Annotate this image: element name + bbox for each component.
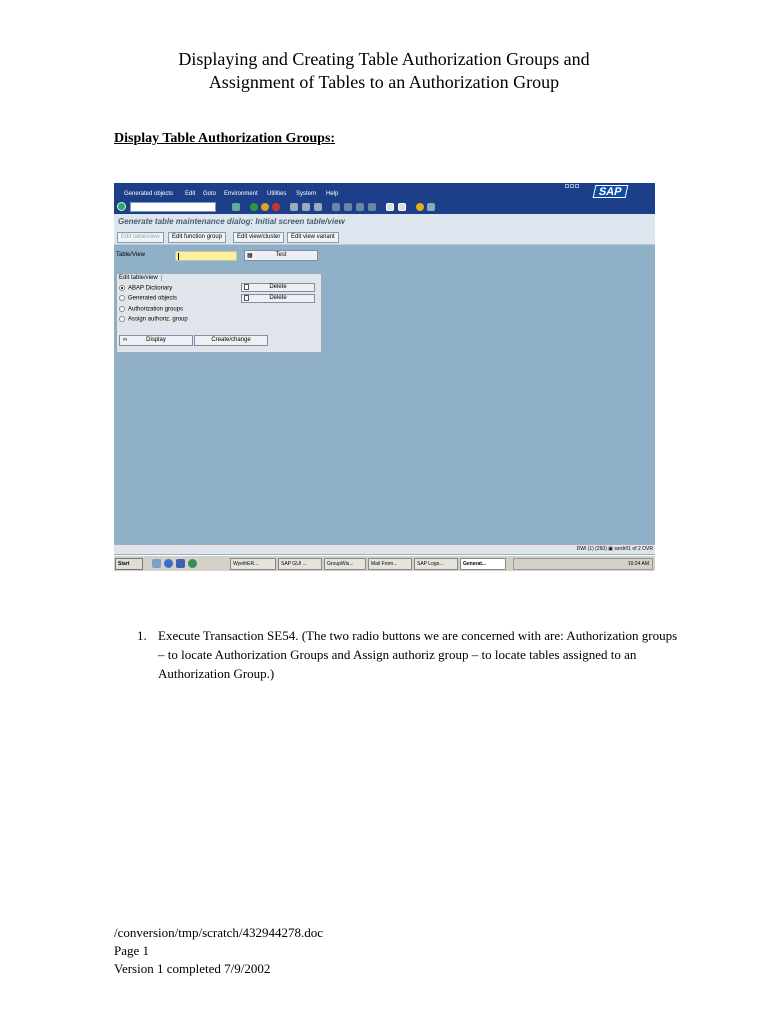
sap-menu-bar bbox=[114, 183, 655, 200]
table-view-label: Table/View bbox=[116, 252, 145, 258]
back-icon[interactable] bbox=[250, 203, 258, 211]
edit-table-view-group bbox=[116, 273, 322, 353]
radio-icon[interactable] bbox=[119, 306, 125, 312]
title-line-1: Displaying and Creating Table Authorization Groups and bbox=[178, 49, 590, 69]
edit-group-title: Edit table/view bbox=[119, 275, 162, 281]
task-mail[interactable]: Mail From... bbox=[368, 558, 412, 570]
menu-environment[interactable]: Environment bbox=[224, 191, 258, 197]
desktop-icon[interactable] bbox=[188, 559, 197, 568]
quick-launch-icon[interactable] bbox=[152, 559, 161, 568]
radio-label: ABAP Dictionary bbox=[128, 285, 173, 292]
title-line-2: Assignment of Tables to an Authorization Group bbox=[208, 72, 560, 92]
delete-button-generated[interactable] bbox=[241, 294, 315, 303]
radio-abap-dictionary[interactable] bbox=[119, 285, 172, 292]
system-info: DWI (1) (260) ▣ ssrdr01 of 2 OVR bbox=[576, 546, 653, 552]
close-icon[interactable] bbox=[575, 184, 579, 188]
create-change-button[interactable]: Create/change bbox=[194, 335, 268, 346]
test-button-label: Test bbox=[275, 252, 287, 258]
test-button[interactable] bbox=[244, 250, 318, 261]
sap-standard-toolbar bbox=[114, 200, 655, 214]
menu-utilities[interactable]: Utilities bbox=[267, 191, 287, 197]
task-sap-gui[interactable]: SAP GUI ... bbox=[278, 558, 322, 570]
radio-generated-objects[interactable] bbox=[119, 295, 177, 302]
task-sap-logon[interactable]: SAP Logo... bbox=[414, 558, 458, 570]
application-toolbar bbox=[114, 230, 655, 245]
exit-icon[interactable] bbox=[261, 203, 269, 211]
document-footer bbox=[114, 924, 323, 978]
radio-selected-icon[interactable] bbox=[119, 285, 125, 291]
task-generate-active[interactable]: Generat... bbox=[460, 558, 506, 570]
command-field[interactable] bbox=[130, 202, 216, 212]
edit-view-cluster-button[interactable]: Edit view/cluster bbox=[233, 232, 284, 243]
system-tray bbox=[513, 558, 653, 570]
find-next-icon[interactable] bbox=[314, 203, 322, 211]
radio-label: Generated objects bbox=[128, 295, 178, 302]
word-icon[interactable] bbox=[176, 559, 185, 568]
help-icon[interactable] bbox=[416, 203, 424, 211]
delete-label: Delete bbox=[269, 284, 287, 290]
radio-label: Authorization groups bbox=[128, 306, 184, 313]
edit-view-variant-button[interactable]: Edit view variant bbox=[287, 232, 339, 243]
menu-edit[interactable]: Edit bbox=[185, 191, 196, 197]
display-button[interactable] bbox=[119, 335, 193, 346]
last-page-icon[interactable] bbox=[368, 203, 376, 211]
sap-logo: SAP bbox=[593, 185, 628, 198]
start-label: Start bbox=[118, 561, 130, 567]
display-label: Display bbox=[146, 337, 166, 343]
menu-help[interactable]: Help bbox=[326, 191, 339, 197]
document-title bbox=[0, 48, 768, 94]
sap-screenshot bbox=[114, 183, 655, 571]
delete-button-abap[interactable] bbox=[241, 283, 315, 292]
test-icon: ▦ bbox=[247, 253, 253, 259]
text-caret bbox=[178, 253, 179, 260]
screen-title: Generate table maintenance dialog: Initial screen table/view bbox=[114, 214, 655, 230]
delete-icon bbox=[244, 284, 249, 290]
cancel-icon[interactable] bbox=[272, 203, 280, 211]
save-icon[interactable] bbox=[232, 203, 240, 211]
maximize-icon[interactable] bbox=[570, 184, 574, 188]
table-view-input[interactable] bbox=[175, 251, 237, 261]
status-bar bbox=[114, 544, 655, 554]
browser-icon[interactable] bbox=[164, 559, 173, 568]
delete-icon bbox=[244, 295, 249, 301]
previous-page-icon[interactable] bbox=[344, 203, 352, 211]
edit-table-view-button[interactable]: Edit table/view bbox=[117, 232, 164, 243]
section-heading: Display Table Authorization Groups: bbox=[114, 131, 336, 146]
start-button[interactable] bbox=[115, 558, 143, 570]
new-session-icon[interactable] bbox=[386, 203, 394, 211]
shortcut-icon[interactable] bbox=[398, 203, 406, 211]
print-icon[interactable] bbox=[290, 203, 298, 211]
footer-path: /conversion/tmp/scratch/432944278.doc bbox=[114, 925, 324, 940]
radio-authorization-groups[interactable] bbox=[119, 306, 183, 313]
step-number: 1. bbox=[137, 628, 147, 643]
radio-icon[interactable] bbox=[119, 295, 125, 301]
first-page-icon[interactable] bbox=[332, 203, 340, 211]
clock: 10:24 AM bbox=[627, 561, 649, 567]
footer-page: Page 1 bbox=[114, 943, 150, 958]
task-groupwise[interactable]: GroupWis... bbox=[324, 558, 366, 570]
window-controls[interactable] bbox=[565, 184, 583, 190]
radio-label: Assign authoriz. group bbox=[128, 316, 188, 323]
layout-icon[interactable] bbox=[427, 203, 435, 211]
footer-version: Version 1 completed 7/9/2002 bbox=[114, 961, 271, 976]
step-text: Execute Transaction SE54. (The two radio buttons we are concerned with are: Authorization groups – to locate Authorization Groups and Assign authoriz group – to locate tables assigned to an Authorization Group.) bbox=[158, 628, 678, 681]
glasses-icon: ∞ bbox=[123, 337, 128, 343]
edit-function-group-button[interactable]: Edit function group bbox=[168, 232, 226, 243]
menu-generated-objects[interactable]: Generated objects bbox=[124, 191, 174, 197]
radio-icon[interactable] bbox=[119, 316, 125, 322]
windows-taskbar bbox=[114, 555, 655, 571]
menu-goto[interactable]: Goto bbox=[203, 191, 217, 197]
radio-assign-authoriz-group[interactable] bbox=[119, 316, 188, 323]
find-icon[interactable] bbox=[302, 203, 310, 211]
delete-label: Delete bbox=[269, 295, 287, 301]
enter-icon[interactable] bbox=[117, 202, 126, 211]
minimize-icon[interactable] bbox=[565, 184, 569, 188]
next-page-icon[interactable] bbox=[356, 203, 364, 211]
task-wyether[interactable]: WyethER... bbox=[230, 558, 276, 570]
menu-system[interactable]: System bbox=[296, 191, 317, 197]
